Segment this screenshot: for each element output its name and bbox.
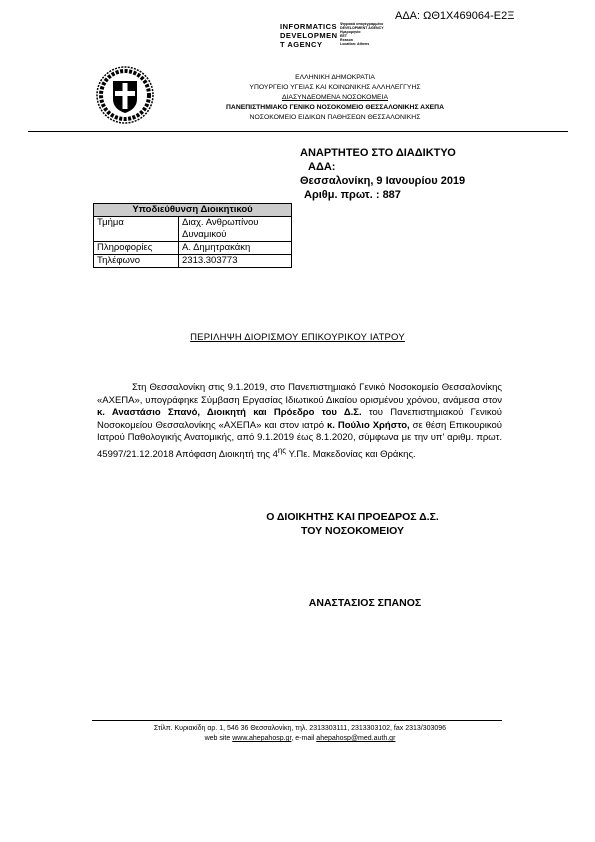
body-bold-text: κ. Αναστάσιο Σπανό, Διοικητή και Πρόεδρο του Δ.Σ. bbox=[97, 407, 362, 418]
document-title: ΠΕΡΙΛΗΨΗ ΔΙΟΡΙΣΜΟΥ ΕΠΙΚΟΥΡΙΚΟΥ ΙΑΤΡΟΥ bbox=[190, 332, 405, 343]
signatory-title-line: ΤΟΥ ΝΟΣΟΚΟΜΕΙΟΥ bbox=[300, 525, 405, 537]
table-cell-value: Α. Δημητρακάκη bbox=[179, 242, 292, 255]
table-row bbox=[94, 242, 292, 255]
divider bbox=[28, 131, 568, 132]
body-bold-text: κ. Πούλιο Χρήστο, bbox=[326, 419, 410, 431]
contact-table bbox=[93, 203, 292, 268]
signature-note-line: Reason bbox=[340, 38, 353, 42]
protocol-number: 887 bbox=[382, 189, 401, 201]
table-cell-value: Διαχ. Ανθρωπίνου Δυναμικού bbox=[179, 217, 292, 242]
website-link[interactable]: www.ahepahosp.gr bbox=[232, 735, 292, 742]
table-row bbox=[94, 217, 292, 242]
body-superscript: ης bbox=[277, 445, 287, 455]
ada-code: ΑΔΑ: ΩΘ1Χ469064-Ε2Ξ bbox=[395, 10, 515, 22]
letterhead-line: ΝΟΣΟΚΟΜΕΙΟ ΕΙΔΙΚΩΝ ΠΑΘΗΣΕΩΝ ΘΕΣΣΑΛΟΝΙΚΗΣ bbox=[249, 114, 421, 121]
posting-info bbox=[300, 146, 465, 202]
table-cell-label: Τηλέφωνο bbox=[94, 255, 179, 268]
footer-contact bbox=[80, 734, 520, 744]
ada-label: ΑΔΑ: bbox=[308, 161, 336, 173]
signature-note-line: Ψηφιακά υπογεγραμμένο bbox=[340, 22, 384, 26]
letterhead-line: ΥΠΟΥΡΓΕΙΟ ΥΓΕΙΑΣ ΚΑΙ ΚΟΙΝΩΝΙΚΗΣ ΑΛΛΗΛΕΓΓΥΗΣ bbox=[249, 84, 421, 91]
letterhead bbox=[165, 73, 505, 123]
letterhead-line: ΕΛΛΗΝΙΚΗ ΔΗΜΟΚΡΑΤΙΑ bbox=[295, 74, 375, 81]
signature-note-line: ΕΕΤ bbox=[340, 34, 347, 38]
footer-address: Στίλπ. Κυριακίδη αρ. 1, 546 36 Θεσσαλονίκη, τηλ. 2313303111, 2313303102, fax 2313/303096 bbox=[153, 725, 447, 732]
signature-note-line: DEVELOPMENT AGENCY bbox=[340, 26, 384, 30]
letterhead-line: ΔΙΑΣΥΝΔΕΟΜΕΝΑ ΝΟΣΟΚΟΜΕΙΑ bbox=[281, 94, 389, 101]
table-heading: Υποδιεύθυνση Διοικητικού bbox=[94, 204, 292, 217]
email-link[interactable]: ahepahosp@med.auth.gr bbox=[316, 735, 396, 742]
logo-line: DEVELOPMEN bbox=[280, 31, 338, 40]
logo-line: T AGENCY bbox=[280, 40, 323, 49]
body-text: Στη Θεσσαλονίκη στις 9.1.2019, στο Πανεπιστημιακό Γενικό Νοσοκομείο Θεσσαλονίκης «ΑΧΕΠΑ», υπογράφηκε Σύμβαση Εργασίας Ιδιωτικού Δικαίου ορισμένου χρόνου, ανάμεσα στον bbox=[97, 382, 502, 406]
footer bbox=[80, 724, 520, 744]
posting-notice: ΑΝΑΡΤΗΤΕΟ ΣΤΟ ΔΙΑΔΙΚΤΥΟ bbox=[300, 147, 456, 159]
signature-note-line: Ημερομηνία bbox=[340, 30, 361, 34]
footer-divider bbox=[92, 720, 502, 721]
digital-signature-note bbox=[340, 22, 400, 46]
table-row bbox=[94, 255, 292, 268]
body-text: σε θέση Επικουρικού Ιατρού Παθολογικής Ανατομικής, από 9.1.2019 έως 8.1.2020, σύμφωνα με την υπ' αριθμ. πρωτ. 45997/21.12.2018 Απόφαση Διοικητή της 4 bbox=[97, 419, 502, 460]
signatory-title bbox=[255, 510, 450, 538]
protocol-label: Αριθμ. πρωτ. : bbox=[304, 189, 380, 201]
table-cell-value: 2313.303773 bbox=[179, 255, 292, 268]
signatory-title-line: Ο ΔΙΟΙΚΗΤΗΣ ΚΑΙ ΠΡΟΕΔΡΟΣ Δ.Σ. bbox=[266, 511, 439, 523]
letterhead-line: ΠΑΝΕΠΙΣΤΗΜΙΑΚΟ ΓΕΝΙΚΟ ΝΟΣΟΚΟΜΕΙΟ ΘΕΣΣΑΛΟΝΙΚΗΣ ΑΧΕΠΑ bbox=[226, 104, 444, 111]
body-text: του Πανεπιστημιακού Γενικού Νοσοκομείου Θεσσαλονίκης «ΑΧΕΠΑ» και στον ιατρό bbox=[97, 407, 502, 431]
table-cell-label: Πληροφορίες bbox=[94, 242, 179, 255]
document-date: Θεσσαλονίκη, 9 Ιανουρίου 2019 bbox=[300, 175, 466, 187]
body-text: Υ.Πε. Μακεδονίας και Θράκης. bbox=[286, 448, 416, 460]
email-label: , e-mail bbox=[291, 735, 315, 742]
web-label: web site bbox=[204, 735, 231, 742]
table-header-row bbox=[94, 204, 292, 217]
body-paragraph bbox=[97, 382, 502, 461]
signatory-name: ΑΝΑΣΤΑΣΙΟΣ ΣΠΑΝΟΣ bbox=[308, 597, 422, 609]
table-cell-label: Τμήμα bbox=[94, 217, 179, 242]
protocol-line bbox=[300, 188, 465, 202]
logo-line: INFORMATICS bbox=[280, 22, 338, 31]
greek-emblem-icon bbox=[95, 65, 155, 125]
signature-note-line: Location: Athens bbox=[340, 42, 370, 46]
